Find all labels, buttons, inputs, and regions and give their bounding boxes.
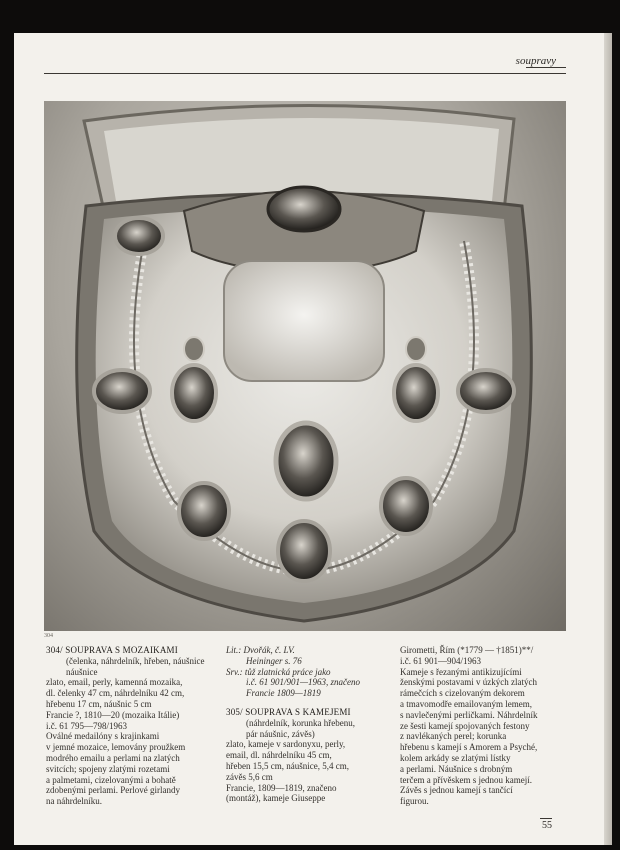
entry-305-line: závěs 5,6 cm <box>226 771 273 782</box>
literature-line <box>226 645 398 656</box>
entry-304-line: dl. čelenky 47 cm, náhrdelníku 42 cm, <box>46 688 185 699</box>
srv-text: tůž zlatnická práce jako <box>244 666 331 677</box>
earring-right-top <box>406 337 426 361</box>
srv-text: i.č. 61 901/901—1963, značeno <box>246 677 360 688</box>
necklace-cameo-3 <box>458 370 514 412</box>
srv-text: Francie 1809—1819 <box>246 688 321 699</box>
page-number: 55 <box>542 820 552 831</box>
entry-304-subtitle: (čelenka, náhrdelník, hřeben, náušnice <box>66 655 205 666</box>
lit-text: Dvořák, č. LV. <box>243 645 295 655</box>
entry-305-line: (montáž), kameje Giuseppe <box>226 793 326 804</box>
entry-304-line: na náhrdelníku. <box>46 796 102 807</box>
entry-305-cont-line: s navlečenými perličkami. Náhrdelník <box>400 709 538 720</box>
column-entry-304 <box>46 645 226 807</box>
entry-305-cont-line: ženskými postavami v úzkých zlatých <box>400 677 537 688</box>
entry-305-cont-line: a perlami. Náušnice s drobným <box>400 763 513 774</box>
necklace-cameo-4 <box>179 483 229 539</box>
earring-right-cameo <box>394 365 438 421</box>
entry-304-line: zdobenými perlami. Perlové girlandy <box>46 785 180 796</box>
folio-rule <box>540 818 552 819</box>
lit-text-2: Heininger s. 76 <box>246 655 302 666</box>
entry-304-line: svitcích; spojeny zlatými rozetami <box>46 763 170 774</box>
entry-305-cont-line: rámečcích s cizelovaným dekorem <box>400 688 525 699</box>
entry-304-line: zlato, email, perly, kamenná mozaika, <box>46 677 183 688</box>
see-also-line <box>226 667 398 678</box>
entry-304-title: 304/ SOUPRAVA S MOZAIKAMI <box>46 645 178 655</box>
entry-305-line: hřeben 15,5 cm, náušnice, 5,4 cm, <box>226 760 349 771</box>
pendant-cameo <box>276 423 336 499</box>
entry-305-cont-line: Kameje s řezanými antikizujícími <box>400 666 522 677</box>
entry-305-line: email, dl. náhrdelníku 45 cm, <box>226 750 332 761</box>
entry-305-subtitle: pár náušnic, závěs) <box>246 728 315 739</box>
entry-304-line: v jemné mozaice, lemovány proužkem <box>46 742 186 753</box>
entry-305-cont-line: i.č. 61 901—904/1963 <box>400 655 481 666</box>
entry-305-cont-line: hřebenu s kamejí s Amorem a Psyché, <box>400 742 538 753</box>
entry-305-cont-line: Girometti, Řím (*1779 — †1851)**/ <box>400 645 534 655</box>
necklace-cameo-6 <box>381 478 431 534</box>
entry-304-line: i.č. 61 795—798/1963 <box>46 720 127 731</box>
jewelry-case-illustration <box>44 101 566 631</box>
column-literature-and-305 <box>226 645 398 804</box>
column-entry-305-continued <box>400 645 570 807</box>
book-spine-edge <box>604 33 612 845</box>
entry-305-line: Francie, 1809—1819, značeno <box>226 782 337 793</box>
entry-305-cont-line: figurou. <box>400 796 429 807</box>
entry-305-cont-line: ze šesti kamejí spojovaných festony <box>400 720 530 731</box>
jewelry-set-photograph <box>44 101 566 631</box>
entry-305-title: 305/ SOUPRAVA S KAMEJEMI <box>226 706 351 717</box>
necklace-cameo-1 <box>115 218 163 254</box>
entry-305-cont-line: kolem arkády se zlatými lístky <box>400 752 511 763</box>
necklace-cameo-5 <box>278 521 330 581</box>
tiara-cameo <box>268 187 340 231</box>
header-rule <box>44 73 566 74</box>
srv-label: Srv.: <box>226 666 243 677</box>
header-short-rule <box>526 67 566 68</box>
entry-305-line: zlato, kameje v sardonyxu, perly, <box>226 739 346 750</box>
entry-304-line: hřebenu 17 cm, náušnic 5 cm <box>46 698 152 709</box>
entry-305-cont-line: terčem a přívěskem s jednou kamejí. <box>400 774 532 785</box>
earring-left-top <box>184 337 204 361</box>
entry-304-subtitle-cont: náušnice <box>66 666 98 677</box>
figure-number: 304 <box>44 633 53 639</box>
running-head: soupravy <box>515 55 556 67</box>
entry-305-cont-line: Závěs s jednou kamejí s tančící <box>400 785 513 796</box>
earring-left-cameo <box>172 365 216 421</box>
lit-label: Lit.: <box>226 645 242 655</box>
entry-304-line: Oválné medailóny s krajinkami <box>46 731 160 742</box>
necklace-cameo-2 <box>94 370 150 412</box>
entry-305-cont-line: a tmavomodře emailovaným lemem, <box>400 698 532 709</box>
entry-304-line: modrého emailu a perlami na zlatých <box>46 752 180 763</box>
entry-305-cont-line: z navlékaných perel; korunka <box>400 731 507 742</box>
book-page <box>14 33 612 845</box>
entry-304-line: a palmetami, cizelovanými a bohatě <box>46 774 176 785</box>
satin-pillow <box>224 261 384 381</box>
entry-305-subtitle: (náhrdelník, korunka hřebenu, <box>246 717 355 728</box>
entry-304-line: Francie ?, 1810—20 (mozaika Itálie) <box>46 709 180 720</box>
